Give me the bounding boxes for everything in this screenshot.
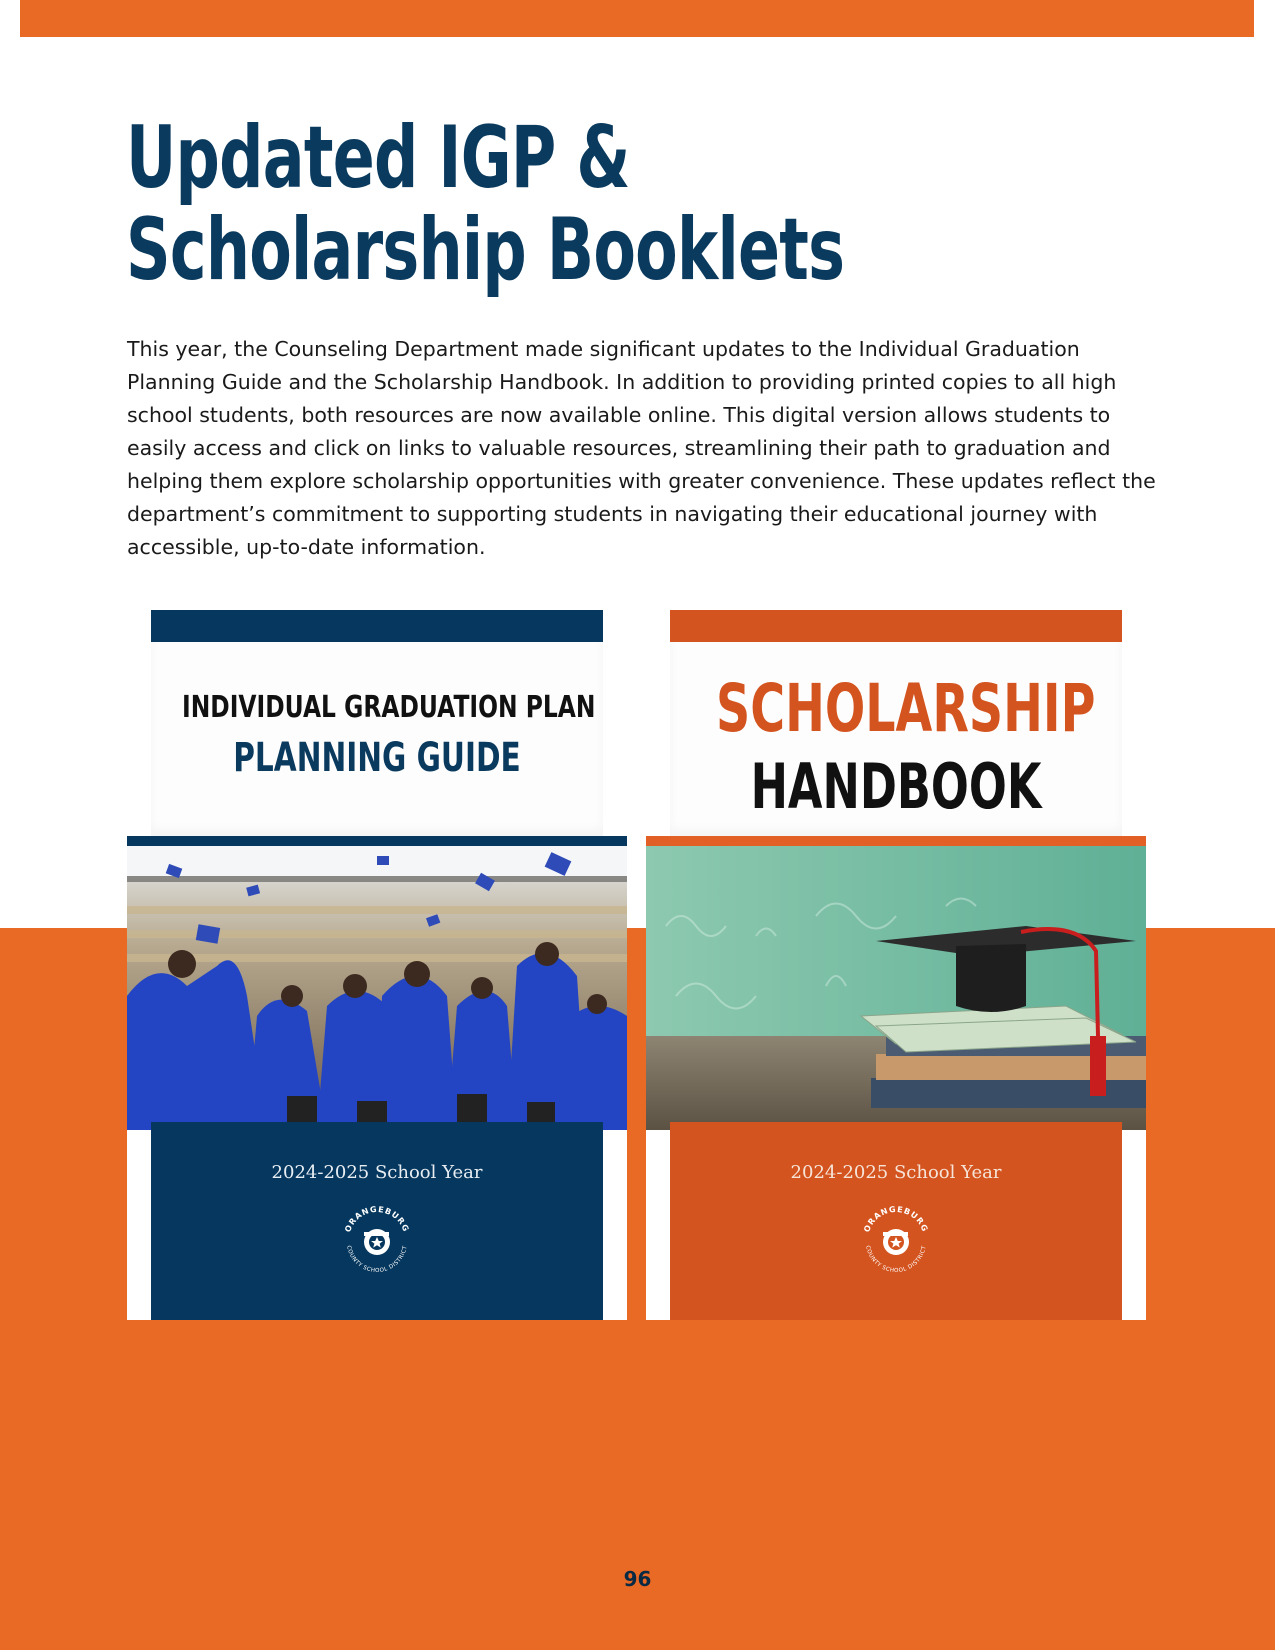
cover-year: 2024-2025 School Year: [790, 1162, 1002, 1183]
cover-divider: [646, 836, 1146, 846]
cover-footer: [151, 1122, 603, 1320]
seal-top-text: ORANGEBURG: [862, 1204, 930, 1234]
page-title-line-1: Updated IGP &: [126, 108, 630, 208]
cover-top-strip: [670, 610, 1122, 642]
intro-paragraph: This year, the Counseling Department made significant updates to the Individual Graduation Planning Guide and the Scholarship Handbook. In addition to providing printed copies to all high school students, both resources are now available online. This digital version allows students to easily access and click on links to valuable resources, streamlining their path to graduation and helping them explore scholarship opportunities with greater convenience. These updates reflect the department’s commitment to supporting students in navigating their educational journey with accessible, up-to-date information.: [127, 337, 1156, 559]
seal-bottom-text: COUNTY SCHOOL DISTRICT: [864, 1245, 928, 1275]
cover-year: 2024-2025 School Year: [271, 1162, 483, 1183]
seal-top-text: ORANGEBURG: [343, 1204, 411, 1234]
page-title-line-2: Scholarship Booklets: [126, 200, 845, 300]
igp-guide-cover: [127, 610, 627, 1320]
graduation-cap-books-photo: [646, 846, 1146, 1130]
cover-footer: [670, 1122, 1122, 1320]
graduation-photo: [127, 846, 627, 1130]
page-title: [126, 108, 845, 300]
district-seal-icon: [856, 1200, 936, 1280]
cover-top-strip: [151, 610, 603, 642]
scholarship-cover-line-1: SCHOLARSHIP: [716, 670, 1096, 747]
district-seal-icon: [337, 1200, 417, 1280]
igp-cover-line-1: INDIVIDUAL GRADUATION PLAN: [182, 690, 596, 725]
scholarship-cover-line-2: HANDBOOK: [750, 750, 1042, 823]
cover-divider: [127, 836, 627, 846]
scholarship-handbook-cover: [646, 610, 1146, 1320]
igp-cover-line-2: PLANNING GUIDE: [233, 735, 521, 781]
top-accent-bar: [20, 0, 1254, 37]
page-number: 96: [623, 1567, 652, 1591]
seal-bottom-text: COUNTY SCHOOL DISTRICT: [345, 1245, 409, 1275]
